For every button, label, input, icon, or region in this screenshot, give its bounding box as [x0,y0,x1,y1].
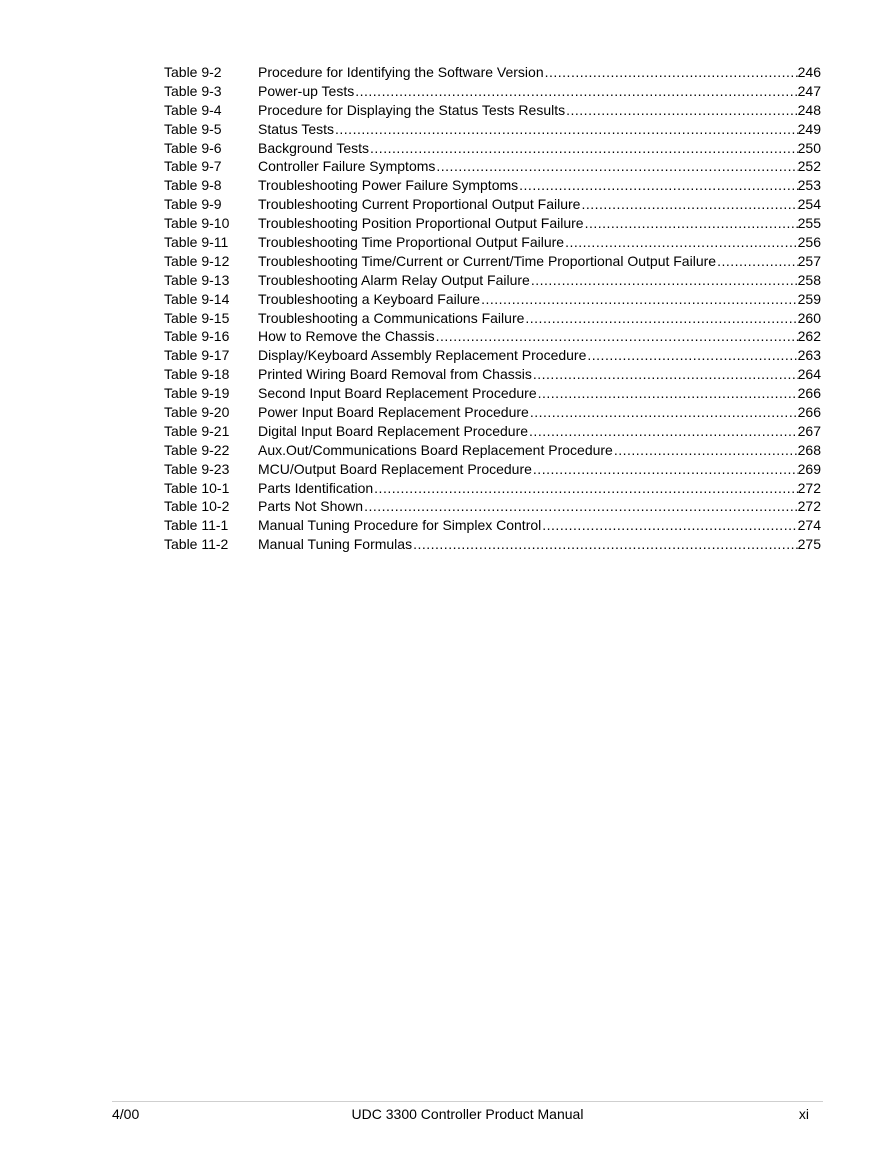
toc-entry-body [258,535,821,554]
toc-entry-title: Troubleshooting a Keyboard Failure [258,290,481,307]
toc-entry-page: 272 [797,479,821,496]
dot-leader [364,497,798,516]
toc-entry[interactable] [164,120,821,139]
dot-leader [530,403,798,422]
toc-entry-title: How to Remove the Chassis [258,328,435,345]
toc-entry-number: Table 9-16 [164,328,230,345]
toc-entry[interactable] [164,63,821,82]
toc-entry-page: 272 [797,498,821,515]
toc-entry-title: Procedure for Displaying the Status Tests Results [258,101,566,118]
toc-entry-number: Table 10-1 [164,479,230,496]
dot-leader [355,82,797,101]
toc-entry-body [258,422,821,441]
toc-entry[interactable] [164,157,821,176]
toc-entry-page: 256 [797,234,821,251]
toc-entry-body [258,271,821,290]
toc-entry-body [258,252,821,271]
toc-entry-number: Table 11-1 [164,517,229,534]
toc-entry-page: 274 [797,517,821,534]
toc-entry-body [258,82,821,101]
toc-entry-title: Parts Identification [258,479,374,496]
toc-entry-page: 247 [797,82,821,99]
toc-entry[interactable] [164,290,821,309]
footer-manual-title: UDC 3300 Controller Product Manual [351,1106,584,1122]
toc-entry-title: Manual Tuning Procedure for Simplex Control [258,517,542,534]
toc-entry-title: Power-up Tests [258,82,355,99]
toc-entry-body [258,120,821,139]
toc-entry-number: Table 9-15 [164,309,230,326]
toc-entry-title: Manual Tuning Formulas [258,536,413,553]
dot-leader [542,516,797,535]
footer-date: 4/00 [112,1106,140,1122]
toc-entry-page: 250 [797,139,821,156]
toc-entry-number: Table 9-2 [164,64,222,80]
dot-leader [565,233,798,252]
toc-entry-page: 266 [797,385,821,402]
dot-leader [413,535,798,554]
toc-entry-page: 259 [797,290,821,307]
toc-entry-title: Troubleshooting a Communications Failure [258,309,525,326]
toc-entry[interactable] [164,101,821,120]
toc-entry-page: 253 [797,177,821,194]
toc-entry[interactable] [164,365,821,384]
toc-entry-body [258,63,821,82]
toc-entry-number: Table 9-23 [164,460,230,477]
toc-entry-number: Table 9-13 [164,271,230,288]
dot-leader [481,290,798,309]
toc-entry[interactable] [164,271,821,290]
toc-entry-body [258,403,821,422]
dot-leader [587,346,797,365]
dot-leader [585,214,798,233]
toc-entry-title: MCU/Output Board Replacement Procedure [258,460,532,477]
toc-entry[interactable] [164,479,821,498]
dot-leader [335,120,798,139]
toc-entry-body [258,365,821,384]
footer-page-number: xi [798,1106,809,1122]
toc-entry-number: Table 9-4 [164,101,222,118]
toc-entry[interactable] [164,346,821,365]
dot-leader [519,176,797,195]
toc-entry-title: Troubleshooting Position Proportional Output Failure [258,215,584,232]
toc-entry-page: 260 [797,309,821,326]
toc-entry-title: Procedure for Identifying the Software Version [258,64,544,80]
toc-entry-title: Second Input Board Replacement Procedure [258,385,537,402]
dot-leader [545,63,798,82]
toc-entry-number: Table 9-11 [164,234,229,251]
dot-leader [370,139,798,158]
toc-entry-page: 267 [797,422,821,439]
page-footer [112,1101,823,1126]
toc-entry-page: 249 [797,120,821,137]
toc-entry[interactable] [164,214,821,233]
dot-leader [717,252,798,271]
toc-entry-title: Troubleshooting Time Proportional Output Failure [258,234,565,251]
toc-entry-body [258,346,821,365]
toc-entry[interactable] [164,384,821,403]
toc-entry-number: Table 9-7 [164,158,222,175]
toc-entry-title: Troubleshooting Alarm Relay Output Failure [258,271,530,288]
toc-entry-body [258,384,821,403]
dot-leader [436,157,797,176]
toc-entry-body [258,195,821,214]
table-of-tables [164,63,821,554]
toc-entry-title: Display/Keyboard Assembly Replacement Procedure [258,347,587,364]
toc-entry[interactable] [164,139,821,158]
toc-entry[interactable] [164,233,821,252]
toc-entry-page: 258 [797,271,821,288]
toc-entry[interactable] [164,441,821,460]
toc-entry-page: 252 [797,158,821,175]
toc-entry-page: 268 [797,441,821,458]
toc-entry-body [258,233,821,252]
toc-entry-number: Table 9-10 [164,215,230,232]
dot-leader [614,441,798,460]
toc-entry-page: 269 [797,460,821,477]
toc-entry-number: Table 9-5 [164,120,222,137]
dot-leader [436,327,798,346]
toc-entry-title: Troubleshooting Power Failure Symptoms [258,177,519,194]
dot-leader [374,479,797,498]
toc-entry-number: Table 9-3 [164,82,222,99]
toc-entry-title: Background Tests [258,139,370,156]
toc-entry[interactable] [164,403,821,422]
toc-entry-body [258,157,821,176]
dot-leader [538,384,798,403]
toc-entry-number: Table 9-18 [164,366,230,383]
dot-leader [531,271,798,290]
toc-entry[interactable] [164,327,821,346]
toc-entry-title: Status Tests [258,120,335,137]
toc-entry[interactable] [164,252,821,271]
toc-entry-title: Power Input Board Replacement Procedure [258,404,529,421]
dot-leader [533,460,798,479]
toc-entry[interactable] [164,82,821,101]
toc-entry-page: 263 [797,347,821,364]
toc-entry[interactable] [164,460,821,479]
dot-leader [581,195,797,214]
toc-entry-page: 266 [797,404,821,421]
toc-entry-body [258,139,821,158]
toc-entry-body [258,460,821,479]
toc-entry-number: Table 9-19 [164,385,230,402]
toc-entry-number: Table 9-12 [164,252,230,269]
toc-entry-body [258,497,821,516]
toc-entry-body [258,214,821,233]
toc-entry-page: 246 [797,64,821,80]
toc-entry-title: Aux.Out/Communications Board Replacement Procedure [258,441,613,458]
toc-entry-title: Troubleshooting Time/Current or Current/Time Proportional Output Failure [258,252,717,269]
toc-entry-number: Table 9-14 [164,290,230,307]
toc-entry-title: Troubleshooting Current Proportional Output Failure [258,196,581,213]
toc-entry-body [258,441,821,460]
toc-entry-body [258,101,821,120]
toc-entry-number: Table 11-2 [164,536,229,553]
toc-entry-number: Table 9-22 [164,441,230,458]
toc-entry-body [258,516,821,535]
toc-entry-page: 254 [797,196,821,213]
toc-entry-body [258,290,821,309]
toc-entry[interactable] [164,176,821,195]
toc-entry-page: 255 [797,215,821,232]
dot-leader [566,101,798,120]
dot-leader [525,309,797,328]
toc-entry[interactable] [164,195,821,214]
toc-entry-number: Table 9-20 [164,404,230,421]
toc-entry-body [258,176,821,195]
toc-entry-page: 275 [797,536,821,553]
toc-entry[interactable] [164,422,821,441]
toc-entry-title: Printed Wiring Board Removal from Chassis [258,366,532,383]
toc-entry-number: Table 10-2 [164,498,230,515]
toc-entry-number: Table 9-21 [164,422,230,439]
toc-entry-body [258,479,821,498]
toc-entry-body [258,327,821,346]
dot-leader [529,422,798,441]
toc-entry[interactable] [164,516,821,535]
dot-leader [533,365,798,384]
toc-entry-page: 264 [797,366,821,383]
toc-entry-page: 248 [797,101,821,118]
toc-entry-page: 262 [797,328,821,345]
toc-entry-number: Table 9-9 [164,196,222,213]
toc-entry-page: 257 [797,252,821,269]
toc-entry-title: Digital Input Board Replacement Procedure [258,422,529,439]
toc-entry[interactable] [164,309,821,328]
toc-entry-number: Table 9-8 [164,177,222,194]
toc-entry-body [258,309,821,328]
toc-entry[interactable] [164,497,821,516]
toc-entry-title: Parts Not Shown [258,498,364,515]
toc-entry[interactable] [164,535,821,554]
toc-entry-number: Table 9-17 [164,347,230,364]
toc-entry-number: Table 9-6 [164,139,222,156]
toc-entry-title: Controller Failure Symptoms [258,158,436,175]
